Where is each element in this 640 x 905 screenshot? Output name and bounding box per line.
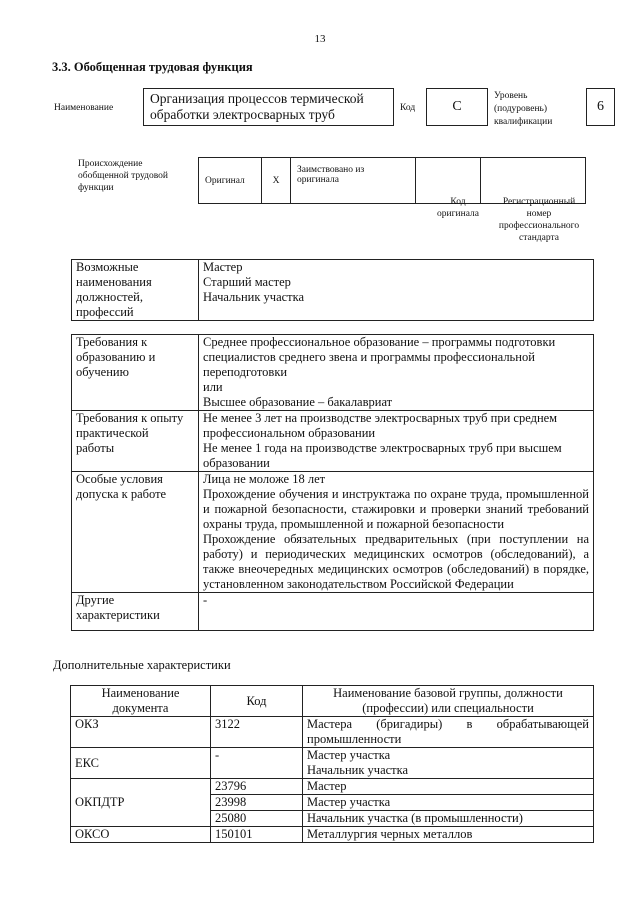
other-characteristics-label (72, 593, 199, 631)
special-conditions (199, 472, 594, 593)
education-line: Высшее образование – бакалавриат (203, 395, 393, 409)
condition-training: Прохождение обучения и инструктажа по охране труда, промышленной и пожарной безопасности, стажировки и проверки знаний требований охраны труда, промышленной и пожарной безопасности (203, 487, 589, 531)
requirements-table (71, 334, 594, 631)
qualification-level-value: 6 (586, 88, 615, 126)
okso-code: 150101 (211, 827, 303, 843)
reg-label-line-2: номер (526, 209, 552, 219)
header-document-line: документа (112, 701, 169, 715)
qualification-level-label (494, 90, 552, 129)
level-label-line-1: Уровень (494, 91, 528, 101)
reg-label-line-1: Регистрационный (502, 197, 576, 207)
name-label: Наименование (54, 103, 114, 113)
code-value: C (426, 88, 488, 126)
okpdtr-name: Начальник участка (в промышленности) (303, 811, 594, 827)
job-title-item: Мастер (203, 260, 243, 274)
registration-number-label (487, 196, 591, 244)
other-label-line: Другие (76, 593, 115, 607)
education-label-line: образованию и (76, 350, 156, 364)
education-label-line: Требования к (76, 335, 148, 349)
experience-label (72, 411, 199, 472)
additional-characteristics-title: Дополнительные характеристики (53, 658, 231, 672)
job-titles-label-line-4: профессий (76, 305, 134, 319)
function-name-box (143, 88, 394, 126)
header-name-line: Наименование базовой группы, должности (333, 686, 563, 700)
level-label-line-2: (подуровень) (494, 104, 548, 114)
okz-name: Мастера (бригадиры) в обрабатывающей промышленности (303, 717, 594, 748)
code-label: Код (400, 103, 416, 113)
condition-age: Лица не моложе 18 лет (203, 472, 326, 486)
experience-line: профессиональном образовании (203, 426, 376, 440)
experience-label-line: работы (76, 441, 115, 455)
okpdtr-name: Мастер участка (303, 795, 594, 811)
job-titles-label-line-1: Возможные (76, 260, 139, 274)
function-name-line-2: обработки электросварных труб (150, 107, 335, 122)
job-titles-label-line-2: наименования (76, 275, 152, 289)
education-requirements (199, 335, 594, 411)
additional-characteristics-table (70, 685, 594, 843)
origin-label-line-3: функции (78, 183, 114, 193)
header-name-line: (профессии) или специальности (362, 701, 534, 715)
okso-name: Металлургия черных металлов (303, 827, 594, 843)
education-line: Среднее профессиональное образование – программы подготовки (203, 335, 556, 349)
experience-requirements (199, 411, 594, 472)
okz-doc: ОКЗ (71, 717, 211, 748)
level-label-line-3: квалификации (494, 117, 553, 127)
origin-label-line-1: Происхождение (78, 159, 143, 169)
job-titles-label-line-3: должностей, (76, 290, 143, 304)
okpdtr-code: 23998 (211, 795, 303, 811)
borrowed-line-2: оригинала (297, 175, 339, 185)
section-title: 3.3. Обобщенная трудовая функция (52, 60, 253, 74)
job-titles-list (199, 260, 594, 321)
job-titles-table (71, 259, 594, 321)
eks-name (303, 748, 594, 779)
job-titles-label (72, 260, 199, 321)
experience-label-line: практической (76, 426, 149, 440)
job-title-item: Начальник участка (203, 290, 305, 304)
header-document (71, 686, 211, 717)
eks-name-line: Начальник участка (307, 763, 409, 777)
job-title-item: Старший мастер (203, 275, 291, 289)
okpdtr-doc: ОКПДТР (71, 779, 211, 827)
okpdtr-code: 23796 (211, 779, 303, 795)
okpdtr-code: 25080 (211, 811, 303, 827)
header-name (303, 686, 594, 717)
header-code: Код (211, 686, 303, 717)
origin-label-line-2: обобщенной трудовой (78, 171, 168, 181)
education-line: или (203, 380, 223, 394)
eks-doc: ЕКС (71, 748, 211, 779)
eks-name-line: Мастер участка (307, 748, 391, 762)
origin-borrowed-cell (291, 158, 416, 204)
special-conditions-label-line: Особые условия (76, 472, 163, 486)
original-code-label (427, 196, 489, 220)
education-label (72, 335, 199, 411)
other-characteristics-value: - (199, 593, 594, 631)
okso-doc: ОКСО (71, 827, 211, 843)
special-conditions-label-line: допуска к работе (76, 487, 167, 501)
function-name-line-1: Организация процессов термической (150, 91, 364, 106)
header-document-line: Наименование (101, 686, 180, 700)
borrowed-line-1: Заимствовано из (297, 165, 365, 175)
condition-medical: Прохождение обязательных предварительных (при поступлении на работу) и периодических медицинских осмотров (обследований), а также внеочередных медицинских осмотров (обследований) в порядке, установленном законодательством Российской Федерации (203, 532, 589, 591)
okz-code: 3122 (211, 717, 303, 748)
original-code-label-line-1: Код (450, 197, 466, 207)
origin-label (78, 158, 198, 194)
origin-original-mark: X (262, 158, 291, 204)
education-line: специалистов среднего звена и программы профессиональной (203, 350, 535, 364)
special-conditions-label (72, 472, 199, 593)
education-line: переподготовки (203, 365, 288, 379)
page-number: 13 (314, 33, 326, 45)
eks-code: - (211, 748, 303, 779)
reg-label-line-4: стандарта (519, 233, 559, 243)
experience-line: Не менее 3 лет на производстве электросварных труб при среднем (203, 411, 558, 425)
original-code-label-line-2: оригинала (437, 209, 479, 219)
okpdtr-name: Мастер (303, 779, 594, 795)
experience-line: Не менее 1 года на производстве электросварных труб при высшем (203, 441, 562, 455)
experience-label-line: Требования к опыту (76, 411, 184, 425)
other-label-line: характеристики (76, 608, 160, 622)
education-label-line: обучению (76, 365, 129, 379)
experience-line: образовании (203, 456, 270, 470)
reg-label-line-3: профессионального (498, 221, 580, 231)
origin-original-cell: Оригинал (199, 158, 262, 204)
